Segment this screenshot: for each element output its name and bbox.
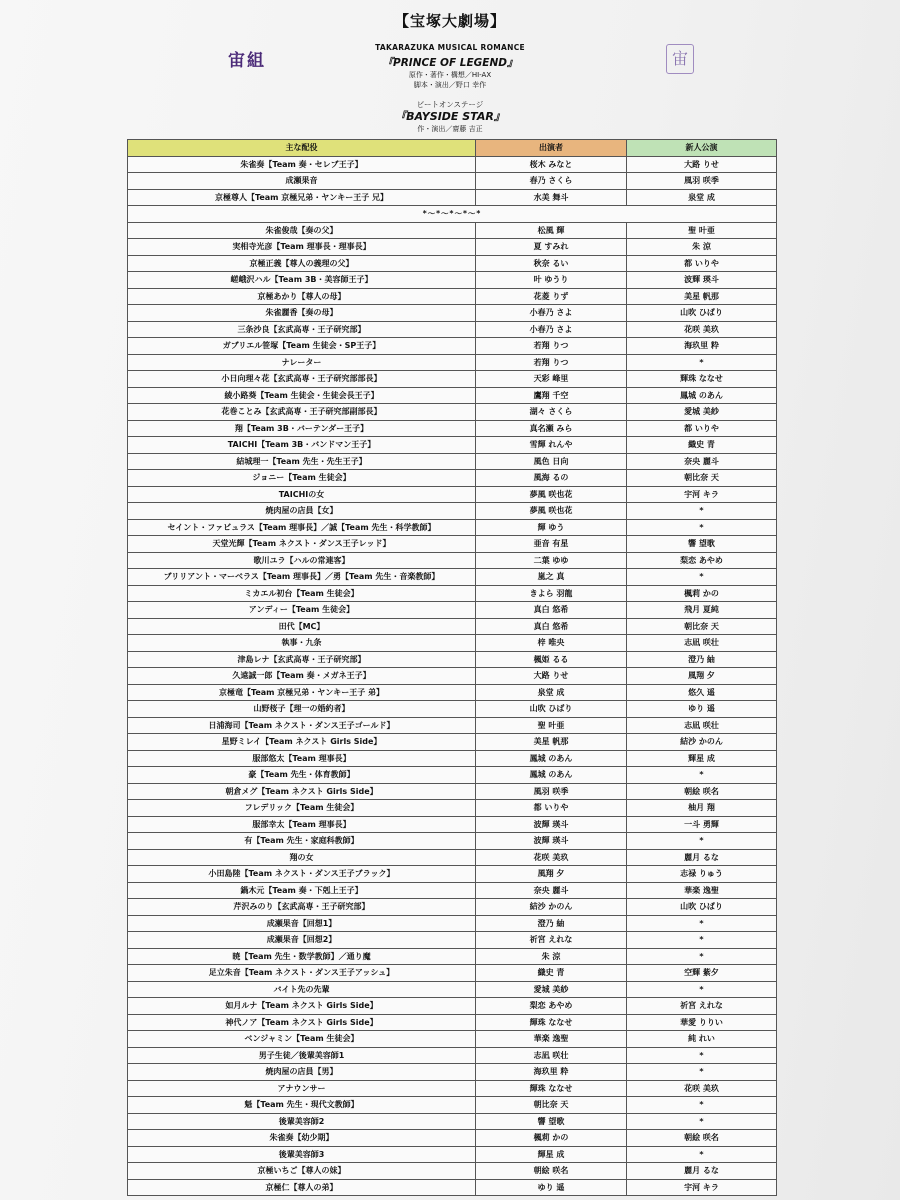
newcomer-cell: 鳳城 のあん xyxy=(627,387,777,404)
newcomer-cell: * xyxy=(627,932,777,949)
table-row xyxy=(128,222,777,239)
role-cell: 成瀬果音【回想1】 xyxy=(128,915,476,932)
table-row xyxy=(128,998,777,1015)
table-row xyxy=(128,453,777,470)
role-cell: ジョニー【Team 生徒会】 xyxy=(128,470,476,487)
role-cell: 結城理一【Team 先生・先生王子】 xyxy=(128,453,476,470)
table-row xyxy=(128,635,777,652)
role-cell: 朝倉メグ【Team ネクスト Girls Side】 xyxy=(128,783,476,800)
role-cell: 翔の女 xyxy=(128,849,476,866)
newcomer-cell: 華楽 逸聖 xyxy=(627,882,777,899)
role-cell: 朱雀奏【幼少期】 xyxy=(128,1130,476,1147)
table-row xyxy=(128,668,777,685)
newcomer-cell: 澄乃 紬 xyxy=(627,651,777,668)
role-cell: 朱雀麗香【奏の母】 xyxy=(128,305,476,322)
table-row xyxy=(128,701,777,718)
table-row xyxy=(128,189,777,206)
table-row xyxy=(128,503,777,520)
newcomer-cell: 華愛 りりい xyxy=(627,1014,777,1031)
newcomer-cell: 聖 叶亜 xyxy=(627,222,777,239)
troupe-crest-icon: 宙 xyxy=(666,44,694,74)
newcomer-cell: 飛月 夏純 xyxy=(627,602,777,619)
newcomer-cell: 都 いりや xyxy=(627,255,777,272)
role-cell: ベンジャミン【Team 生徒会】 xyxy=(128,1031,476,1048)
performer-cell: 真白 悠希 xyxy=(476,618,627,635)
newcomer-cell: 花咲 美玖 xyxy=(627,321,777,338)
table-row xyxy=(128,651,777,668)
newcomer-cell: 宇河 キラ xyxy=(627,1179,777,1196)
table-row xyxy=(128,420,777,437)
table-row xyxy=(128,371,777,388)
table-row xyxy=(128,1146,777,1163)
table-row xyxy=(128,602,777,619)
performer-cell: 愛城 美紗 xyxy=(476,981,627,998)
section-separator: *〜*〜*〜*〜* xyxy=(128,206,777,223)
table-row xyxy=(128,866,777,883)
role-cell: 小田島陸【Team ネクスト・ダンス王子ブラック】 xyxy=(128,866,476,883)
newcomer-cell: 朝絵 咲名 xyxy=(627,1130,777,1147)
role-cell: ナレーター xyxy=(128,354,476,371)
table-row xyxy=(128,1130,777,1147)
role-cell: 執事・九条 xyxy=(128,635,476,652)
newcomer-cell: 祈宮 えれな xyxy=(627,998,777,1015)
performer-cell: 湖々 さくら xyxy=(476,404,627,421)
cast-table-body xyxy=(128,156,777,1196)
table-row xyxy=(128,948,777,965)
table-row xyxy=(128,750,777,767)
table-row xyxy=(128,1097,777,1114)
role-cell: 鍋木元【Team 奏・下剋上王子】 xyxy=(128,882,476,899)
performer-cell: きよら 羽龍 xyxy=(476,585,627,602)
performer-cell: 泉堂 成 xyxy=(476,684,627,701)
performer-cell: 澄乃 紬 xyxy=(476,915,627,932)
role-cell: フレデリック【Team 生徒会】 xyxy=(128,800,476,817)
table-row xyxy=(128,1031,777,1048)
newcomer-cell: 朝比奈 天 xyxy=(627,470,777,487)
table-row xyxy=(128,734,777,751)
role-cell: 豪【Team 先生・体育教師】 xyxy=(128,767,476,784)
newcomer-cell: * xyxy=(627,767,777,784)
table-row xyxy=(128,288,777,305)
role-cell: ブリリアント・マーベラス【Team 理事長】／勇【Team 先生・音楽教師】 xyxy=(128,569,476,586)
performer-cell: 嵐之 真 xyxy=(476,569,627,586)
performer-cell: 鳳城 のあん xyxy=(476,767,627,784)
performer-cell: 雪輝 れんや xyxy=(476,437,627,454)
newcomer-cell: 柚月 翔 xyxy=(627,800,777,817)
performer-cell: 朝比奈 天 xyxy=(476,1097,627,1114)
table-row xyxy=(128,915,777,932)
performer-cell: 都 いりや xyxy=(476,800,627,817)
table-row xyxy=(128,387,777,404)
table-row xyxy=(128,800,777,817)
newcomer-cell: * xyxy=(627,1064,777,1081)
newcomer-cell: * xyxy=(627,1113,777,1130)
show-title-1: 『PRINCE OF LEGEND』 xyxy=(382,57,518,69)
performer-cell: 桜木 みなと xyxy=(476,156,627,173)
show-2-label: ビートオンステージ xyxy=(416,100,484,109)
role-cell: 日浦海司【Team ネクスト・ダンス王子ゴールド】 xyxy=(128,717,476,734)
role-cell: 神代ノア【Team ネクスト Girls Side】 xyxy=(128,1014,476,1031)
newcomer-cell: 朱 涼 xyxy=(627,239,777,256)
performer-cell: 亜音 有星 xyxy=(476,536,627,553)
role-cell: アナウンサー xyxy=(128,1080,476,1097)
performer-cell: 波輝 瑛斗 xyxy=(476,833,627,850)
performer-cell: 鷹翔 千空 xyxy=(476,387,627,404)
performer-cell: 輝星 成 xyxy=(476,1146,627,1163)
role-cell: アンディー【Team 生徒会】 xyxy=(128,602,476,619)
role-cell: ガブリエル笹塚【Team 生徒会・SP王子】 xyxy=(128,338,476,355)
newcomer-cell: 泉堂 成 xyxy=(627,189,777,206)
performer-cell: 祈宮 えれな xyxy=(476,932,627,949)
role-cell: 有【Team 先生・家庭科教師】 xyxy=(128,833,476,850)
performer-cell: ゆり 遥 xyxy=(476,1179,627,1196)
performer-cell: 花菱 りず xyxy=(476,288,627,305)
performer-cell: 梓 唯央 xyxy=(476,635,627,652)
show-subtitle: TAKARAZUKA MUSICAL ROMANCE xyxy=(375,43,525,52)
performer-cell: 奈央 麗斗 xyxy=(476,882,627,899)
performer-cell: 二葉 ゆゆ xyxy=(476,552,627,569)
performer-cell: 輝珠 ななせ xyxy=(476,1014,627,1031)
table-row xyxy=(128,255,777,272)
table-row xyxy=(128,239,777,256)
role-cell: 後輩美容師2 xyxy=(128,1113,476,1130)
newcomer-cell: * xyxy=(627,354,777,371)
performer-cell: 松風 輝 xyxy=(476,222,627,239)
newcomer-cell: * xyxy=(627,1146,777,1163)
role-cell: 朱雀奏【Team 奏・セレブ王子】 xyxy=(128,156,476,173)
performer-cell: 波輝 瑛斗 xyxy=(476,816,627,833)
newcomer-cell: 波輝 瑛斗 xyxy=(627,272,777,289)
newcomer-cell: 朝比奈 天 xyxy=(627,618,777,635)
role-cell: 歌川ユラ【ハルの常連客】 xyxy=(128,552,476,569)
table-row xyxy=(128,552,777,569)
performer-cell: 春乃 さくら xyxy=(476,173,627,190)
role-cell: 芹沢みのり【玄武高専・王子研究部】 xyxy=(128,899,476,916)
table-row xyxy=(128,206,777,223)
table-row xyxy=(128,404,777,421)
credit-line-3: 作・演出／齋藤 吉正 xyxy=(417,125,483,133)
performer-cell: 秋奈 るい xyxy=(476,255,627,272)
table-row xyxy=(128,1047,777,1064)
role-cell: 翔【Team 3B・バーテンダー王子】 xyxy=(128,420,476,437)
performer-cell: 若翔 りつ xyxy=(476,354,627,371)
performer-cell: 山吹 ひばり xyxy=(476,701,627,718)
newcomer-cell: 美星 帆那 xyxy=(627,288,777,305)
role-cell: 星野ミレイ【Team ネクスト Girls Side】 xyxy=(128,734,476,751)
header-performer: 出演者 xyxy=(476,140,627,157)
newcomer-cell: 響 望歌 xyxy=(627,536,777,553)
newcomer-cell: 純 れい xyxy=(627,1031,777,1048)
table-row xyxy=(128,684,777,701)
performer-cell: 花咲 美玖 xyxy=(476,849,627,866)
header-role: 主な配役 xyxy=(128,140,476,157)
performer-cell: 風色 日向 xyxy=(476,453,627,470)
performer-cell: 大路 りせ xyxy=(476,668,627,685)
table-row xyxy=(128,173,777,190)
table-row xyxy=(128,849,777,866)
table-row xyxy=(128,321,777,338)
newcomer-cell: * xyxy=(627,1047,777,1064)
role-cell: 後輩美容師3 xyxy=(128,1146,476,1163)
table-row xyxy=(128,816,777,833)
role-cell: 服部悠太【Team 理事長】 xyxy=(128,750,476,767)
role-cell: TAICHI【Team 3B・バンドマン王子】 xyxy=(128,437,476,454)
role-cell: 田代【MC】 xyxy=(128,618,476,635)
newcomer-cell: * xyxy=(627,948,777,965)
newcomer-cell: 愛城 美紗 xyxy=(627,404,777,421)
performer-cell: 織史 青 xyxy=(476,965,627,982)
performer-cell: 朝絵 咲名 xyxy=(476,1163,627,1180)
newcomer-cell: 山吹 ひばり xyxy=(627,899,777,916)
table-row xyxy=(128,1080,777,1097)
table-row xyxy=(128,899,777,916)
table-row xyxy=(128,981,777,998)
performer-cell: 鳳城 のあん xyxy=(476,750,627,767)
table-row xyxy=(128,882,777,899)
table-row xyxy=(128,156,777,173)
table-header-row xyxy=(128,140,777,157)
table-row xyxy=(128,536,777,553)
role-cell: 京極竜【Team 京極兄弟・ヤンキー王子 弟】 xyxy=(128,684,476,701)
table-row xyxy=(128,486,777,503)
performer-cell: 輝珠 ななせ xyxy=(476,1080,627,1097)
role-cell: 花巻ことみ【玄武高専・王子研究部副部長】 xyxy=(128,404,476,421)
table-row xyxy=(128,1163,777,1180)
table-row xyxy=(128,717,777,734)
performer-cell: 風羽 咲季 xyxy=(476,783,627,800)
role-cell: 天堂光輝【Team ネクスト・ダンス王子レッド】 xyxy=(128,536,476,553)
header-newcomer: 新人公演 xyxy=(627,140,777,157)
newcomer-cell: 宇河 キラ xyxy=(627,486,777,503)
role-cell: 京極仁【尊人の弟】 xyxy=(128,1179,476,1196)
role-cell: 京極尊人【Team 京極兄弟・ヤンキー王子 兄】 xyxy=(128,189,476,206)
performer-cell: 水美 舞斗 xyxy=(476,189,627,206)
newcomer-cell: 麗月 るな xyxy=(627,849,777,866)
newcomer-cell: * xyxy=(627,519,777,536)
newcomer-cell: 輝星 成 xyxy=(627,750,777,767)
newcomer-cell: ゆり 遥 xyxy=(627,701,777,718)
newcomer-cell: 花咲 美玖 xyxy=(627,1080,777,1097)
role-cell: 嵯峨沢ハル【Team 3B・美容師王子】 xyxy=(128,272,476,289)
performer-cell: 楓姫 るる xyxy=(476,651,627,668)
newcomer-cell: 織史 青 xyxy=(627,437,777,454)
newcomer-cell: * xyxy=(627,503,777,520)
performer-cell: 叶 ゆうり xyxy=(476,272,627,289)
newcomer-cell: 朝絵 咲名 xyxy=(627,783,777,800)
role-cell: TAICHIの女 xyxy=(128,486,476,503)
table-row xyxy=(128,1014,777,1031)
credit-line-1: 原作・著作・構想／HI-AX xyxy=(408,71,492,79)
newcomer-cell: 山吹 ひばり xyxy=(627,305,777,322)
newcomer-cell: 風翔 夕 xyxy=(627,668,777,685)
performer-cell: 小春乃 さよ xyxy=(476,305,627,322)
newcomer-cell: 結沙 かのん xyxy=(627,734,777,751)
newcomer-cell: 志凪 咲壮 xyxy=(627,717,777,734)
role-cell: 山野桜子【理一の婚約者】 xyxy=(128,701,476,718)
performer-cell: 楓莉 かの xyxy=(476,1130,627,1147)
newcomer-cell: 空輝 紫夕 xyxy=(627,965,777,982)
show-title-2: 『BAYSIDE STAR』 xyxy=(395,110,505,123)
table-row xyxy=(128,965,777,982)
role-cell: 成瀬果音【回想2】 xyxy=(128,932,476,949)
performer-cell: 夢風 咲也花 xyxy=(476,503,627,520)
table-row xyxy=(128,767,777,784)
role-cell: 実相寺光彦【Team 理事長・理事長】 xyxy=(128,239,476,256)
newcomer-cell: 志凪 咲壮 xyxy=(627,635,777,652)
newcomer-cell: 奈央 麗斗 xyxy=(627,453,777,470)
role-cell: 焼肉屋の店員【女】 xyxy=(128,503,476,520)
performer-cell: 結沙 かのん xyxy=(476,899,627,916)
newcomer-cell: * xyxy=(627,569,777,586)
table-row xyxy=(128,1113,777,1130)
table-row xyxy=(128,354,777,371)
role-cell: 三条沙良【玄武高専・王子研究部】 xyxy=(128,321,476,338)
newcomer-cell: 梨恋 あやめ xyxy=(627,552,777,569)
role-cell: 成瀬果音 xyxy=(128,173,476,190)
venue-title: 【宝塚大劇場】 xyxy=(393,12,506,30)
newcomer-cell: * xyxy=(627,833,777,850)
role-cell: 如月ルナ【Team ネクスト Girls Side】 xyxy=(128,998,476,1015)
newcomer-cell: 悠久 遥 xyxy=(627,684,777,701)
table-row xyxy=(128,585,777,602)
table-row xyxy=(128,272,777,289)
performer-cell: 若翔 りつ xyxy=(476,338,627,355)
performer-cell: 天彩 峰里 xyxy=(476,371,627,388)
newcomer-cell: 風羽 咲季 xyxy=(627,173,777,190)
newcomer-cell: 麗月 るな xyxy=(627,1163,777,1180)
performer-cell: 志凪 咲壮 xyxy=(476,1047,627,1064)
role-cell: 綾小路葵【Team 生徒会・生徒会長王子】 xyxy=(128,387,476,404)
performer-cell: 海玖里 粋 xyxy=(476,1064,627,1081)
table-row xyxy=(128,618,777,635)
performer-cell: 聖 叶亜 xyxy=(476,717,627,734)
role-cell: 魁【Team 先生・現代文教師】 xyxy=(128,1097,476,1114)
role-cell: 暁【Team 先生・数学教師】／通り魔 xyxy=(128,948,476,965)
table-row xyxy=(128,1064,777,1081)
table-row xyxy=(128,783,777,800)
newcomer-cell: 大路 りせ xyxy=(627,156,777,173)
credit-line-2: 脚本・演出／野口 幸作 xyxy=(413,81,487,89)
role-cell: 焼肉屋の店員【男】 xyxy=(128,1064,476,1081)
performer-cell: 風翔 夕 xyxy=(476,866,627,883)
performer-cell: 小春乃 さよ xyxy=(476,321,627,338)
newcomer-cell: 都 いりや xyxy=(627,420,777,437)
performer-cell: 夢風 咲也花 xyxy=(476,486,627,503)
table-row xyxy=(128,1179,777,1196)
role-cell: 久遠誠一郎【Team 奏・メガネ王子】 xyxy=(128,668,476,685)
performer-cell: 梨恋 あやめ xyxy=(476,998,627,1015)
table-row xyxy=(128,338,777,355)
role-cell: 服部幸太【Team 理事長】 xyxy=(128,816,476,833)
performer-cell: 真名瀬 みら xyxy=(476,420,627,437)
cast-table xyxy=(127,139,777,1196)
newcomer-cell: * xyxy=(627,915,777,932)
newcomer-cell: 一斗 勇輝 xyxy=(627,816,777,833)
role-cell: 京極いちご【尊人の妹】 xyxy=(128,1163,476,1180)
performer-cell: 真白 悠希 xyxy=(476,602,627,619)
table-row xyxy=(128,932,777,949)
performer-cell: 夏 すみれ xyxy=(476,239,627,256)
role-cell: 京極あかり【尊人の母】 xyxy=(128,288,476,305)
role-cell: ミカエル初台【Team 生徒会】 xyxy=(128,585,476,602)
role-cell: 小日向理々花【玄武高専・王子研究部部長】 xyxy=(128,371,476,388)
role-cell: 京極正義【尊人の義理の父】 xyxy=(128,255,476,272)
role-cell: 足立朱音【Team ネクスト・ダンス王子アッシュ】 xyxy=(128,965,476,982)
performer-cell: 風海 るの xyxy=(476,470,627,487)
newcomer-cell: 楓莉 かの xyxy=(627,585,777,602)
table-row xyxy=(128,470,777,487)
performer-cell: 美星 帆那 xyxy=(476,734,627,751)
table-row xyxy=(128,305,777,322)
newcomer-cell: 海玖里 粋 xyxy=(627,338,777,355)
performer-cell: 輝 ゆう xyxy=(476,519,627,536)
role-cell: 男子生徒／後輩美容師1 xyxy=(128,1047,476,1064)
table-row xyxy=(128,833,777,850)
performer-cell: 華楽 逸聖 xyxy=(476,1031,627,1048)
newcomer-cell: 志禄 りゅう xyxy=(627,866,777,883)
role-cell: 津島レナ【玄武高専・王子研究部】 xyxy=(128,651,476,668)
role-cell: バイト先の先輩 xyxy=(128,981,476,998)
table-row xyxy=(128,437,777,454)
newcomer-cell: * xyxy=(627,981,777,998)
performer-cell: 響 望歌 xyxy=(476,1113,627,1130)
newcomer-cell: 輝珠 ななせ xyxy=(627,371,777,388)
role-cell: 朱雀俊哉【奏の父】 xyxy=(128,222,476,239)
troupe-name: 宙組 xyxy=(228,51,266,71)
role-cell: セイント・ファビュラス【Team 理事長】／誠【Team 先生・科学教師】 xyxy=(128,519,476,536)
newcomer-cell: * xyxy=(627,1097,777,1114)
performer-cell: 朱 涼 xyxy=(476,948,627,965)
table-row xyxy=(128,519,777,536)
table-row xyxy=(128,569,777,586)
